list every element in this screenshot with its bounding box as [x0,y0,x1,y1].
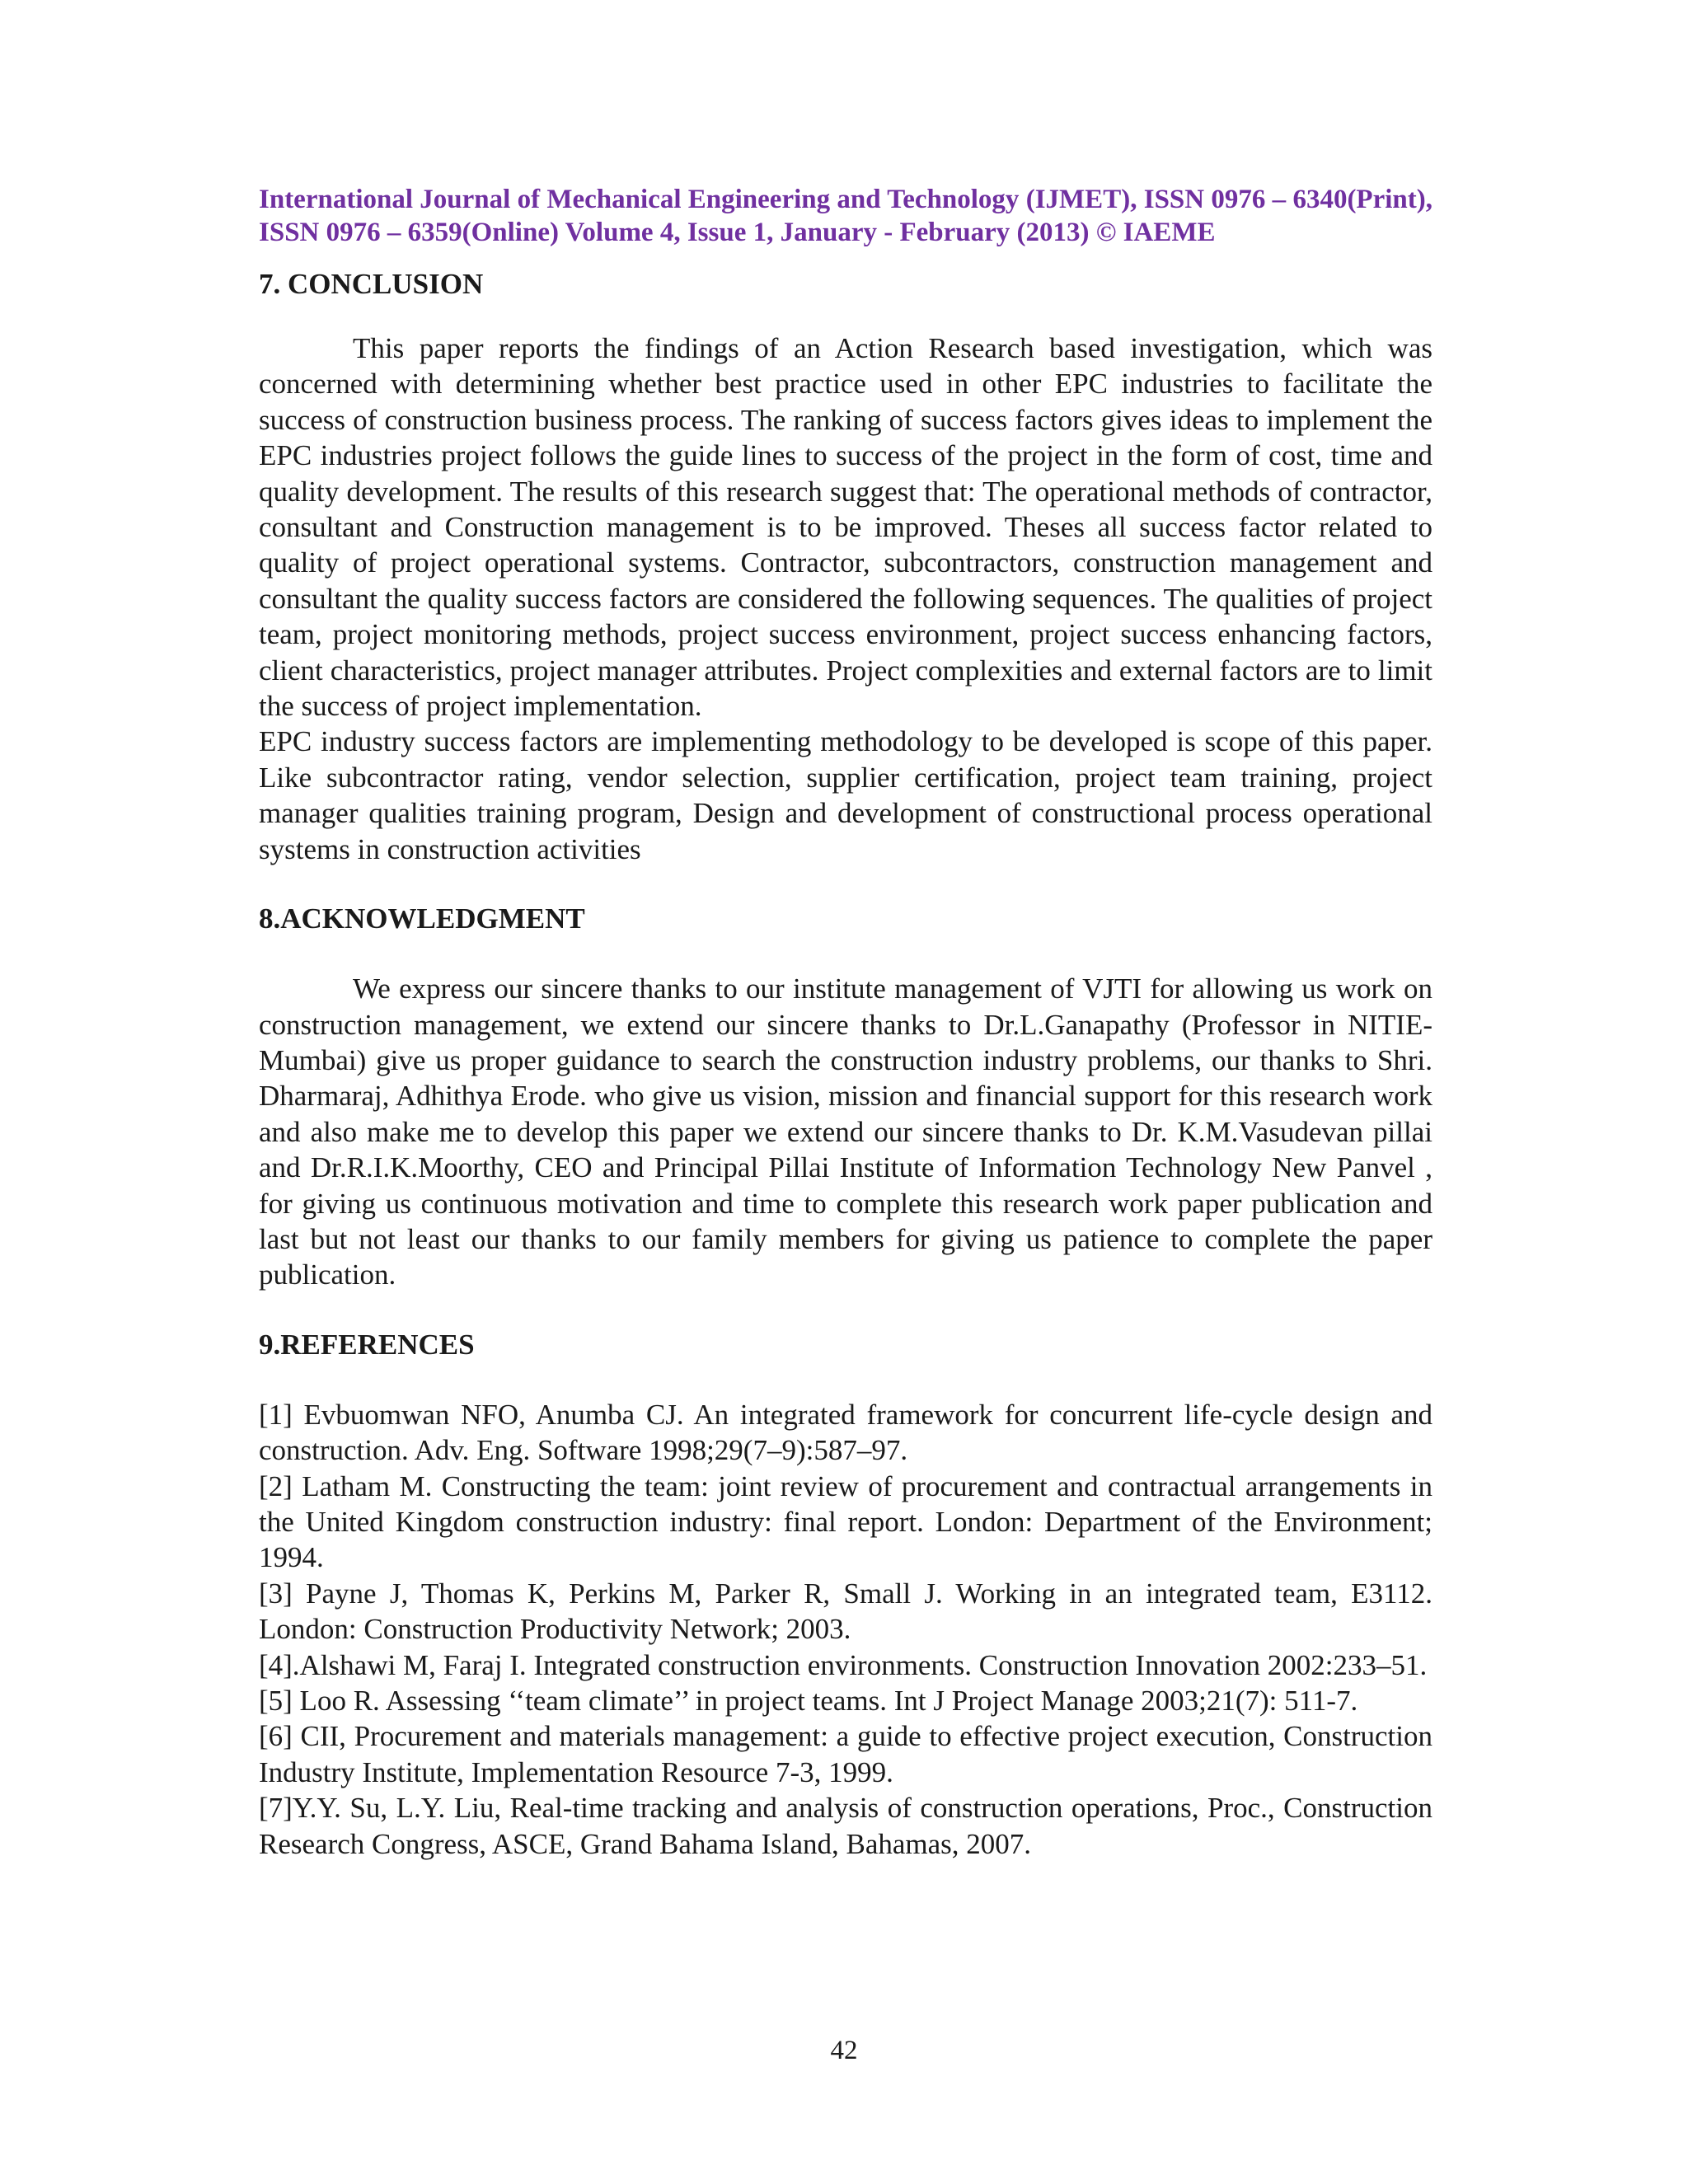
journal-header: International Journal of Mechanical Engineering and Technology (IJMET), ISSN 0976 – 6340(Print), ISSN 0976 – 6359(Online) Volume 4, Issue 1, January - February (2013) © IAEME [259,185,1432,247]
conclusion-paragraph-2: EPC industry success factors are implementing methodology to be developed is scope of this paper. Like subcontractor rating, vendor selection, supplier certification, project team training, project manager qualities training program, Design and development of constructional process operational systems in construction activities [259,725,1432,865]
conclusion-heading: 7. CONCLUSION [259,268,484,300]
references-heading: 9.REFERENCES [259,1328,475,1361]
reference-list [259,1397,1432,1862]
reference-item: [2] Latham M. Constructing the team: joint review of procurement and contractual arrangements in the United Kingdom construction industry: final report. London: Department of the Environment; 1994. [259,1469,1432,1574]
reference-item: [3] Payne J, Thomas K, Perkins M, Parker R, Small J. Working in an integrated team, E3112. London: Construction Productivity Network; 2003. [259,1577,1432,1646]
reference-item: [7]Y.Y. Su, L.Y. Liu, Real-time tracking and analysis of construction operations, Proc., Construction Research Congress, ASCE, Grand Bahama Island, Bahamas, 2007. [259,1792,1432,1860]
acknowledgment-paragraph: We express our sincere thanks to our institute management of VJTI for allowing us work on construction management, we extend our sincere thanks to Dr.L.Ganapathy (Professor in NITIE-Mumbai) give us proper guidance to search the construction industry problems, our thanks to Shri. Dharmaraj, Adhithya Erode. who give us vision, mission and financial support for this research work and also make me to develop this paper we extend our sincere thanks to Dr. K.M.Vasudevan pillai and Dr.R.I.K.Moorthy, CEO and Principal Pillai Institute of Information Technology New Panvel , for giving us continuous motivation and time to complete this research work paper publication and last but not least our thanks to our family members for giving us patience to complete the paper publication. [259,972,1432,1291]
reference-item: [6] CII, Procurement and materials management: a guide to effective project execution, Construction Industry Institute, Implementation Resource 7-3, 1999. [259,1720,1432,1788]
reference-item: [5] Loo R. Assessing ‘‘team climate’’ in project teams. Int J Project Manage 2003;21(7): 511-7. [259,1685,1358,1717]
page-body [259,183,1432,1862]
acknowledgment-heading: 8.ACKNOWLEDGMENT [259,902,585,935]
reference-item: [4].Alshawi M, Faraj I. Integrated construction environments. Construction Innovation 2002:233–51. [259,1648,1428,1681]
reference-item: [1] Evbuomwan NFO, Anumba CJ. An integrated framework for concurrent life-cycle design and construction. Adv. Eng. Software 1998;29(7–9):587–97. [259,1398,1432,1467]
page-number: 42 [830,2036,858,2065]
conclusion-paragraph-1: This paper reports the findings of an Action Research based investigation, which was concerned with determining whether best practice used in other EPC industries to facilitate the success of construction business process. The ranking of success factors gives ideas to implement the EPC industries project follows the guide lines to success of the project in the form of cost, time and quality development. The results of this research suggest that: The operational methods of contractor, consultant and Construction management is to be improved. Theses all success factor related to quality of project operational systems. Contractor, subcontractors, construction management and consultant the quality success factors are considered the following sequences. The qualities of project team, project monitoring methods, project success environment, project success enhancing factors, client characteristics, project manager attributes. Project complexities and external factors are to limit the success of project implementation. [259,332,1432,723]
